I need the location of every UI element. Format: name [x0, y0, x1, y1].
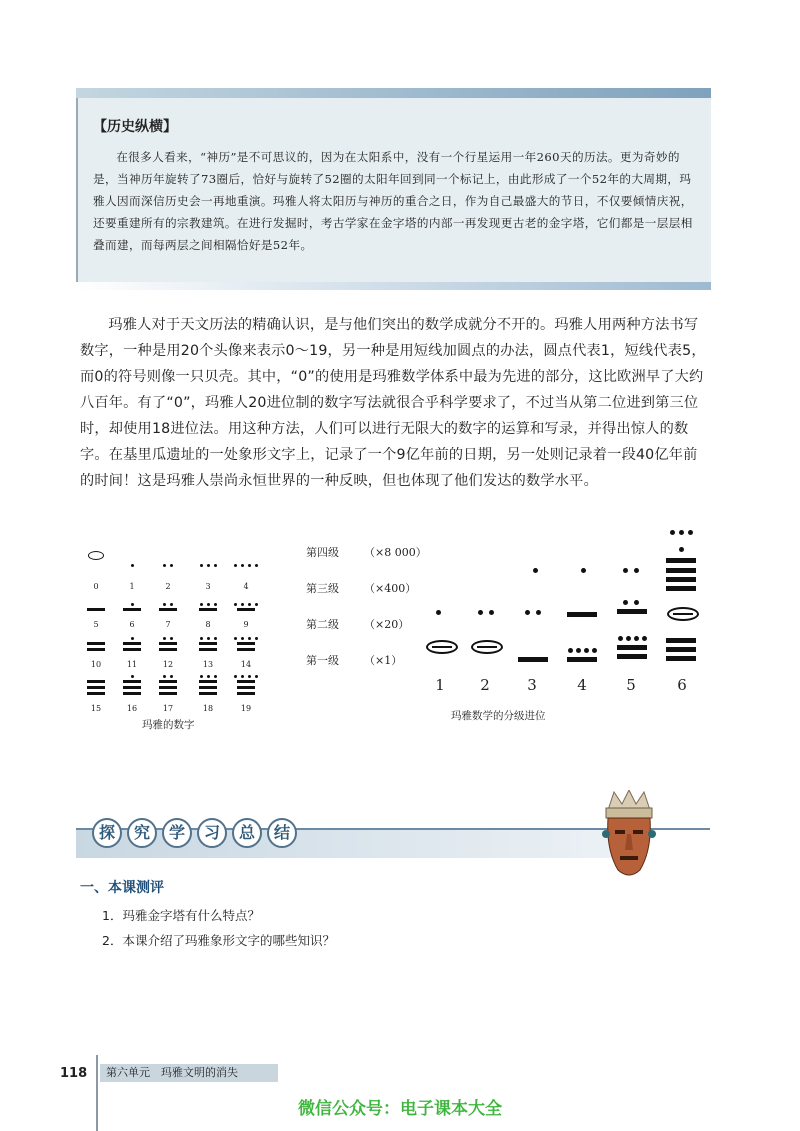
- mayan-numeral: [112, 666, 152, 718]
- mayan-numeral: [148, 666, 188, 718]
- column-label-6: 6: [677, 676, 687, 694]
- mayan-numeral: [76, 666, 116, 718]
- numeral-label: 9: [243, 620, 249, 629]
- banner-char: 探: [92, 818, 122, 848]
- numeral-glyph: [76, 544, 116, 582]
- numeral-glyph: [226, 582, 266, 620]
- level-mult-1: （×1）: [364, 654, 403, 667]
- numeral-glyph: [76, 666, 116, 704]
- numeral-glyph: [226, 666, 266, 704]
- numeral-glyph: [112, 582, 152, 620]
- sidebar-heading: 【历史纵横】: [93, 119, 177, 135]
- level-label-3: 第三级: [306, 582, 339, 595]
- numeral-glyph: [148, 544, 188, 582]
- numerals-caption: 玛雅的数字: [142, 719, 195, 731]
- numeral-label: 15: [90, 704, 102, 713]
- numeral-label: 0: [93, 582, 99, 591]
- sidebar-bottom-bar: [76, 282, 711, 290]
- numeral-glyph: [76, 622, 116, 660]
- numeral-glyph: [226, 544, 266, 582]
- watermark-text: 微信公众号：电子课本大全: [298, 1099, 502, 1119]
- numeral-glyph: [188, 582, 228, 620]
- banner-char: 学: [162, 818, 192, 848]
- numeral-glyph: [188, 666, 228, 704]
- level-label-1: 第一级: [306, 654, 339, 667]
- mayan-numeral: [226, 666, 266, 718]
- numeral-label: 8: [205, 620, 211, 629]
- numeral-glyph: [112, 666, 152, 704]
- mayan-numeral: [188, 666, 228, 718]
- numeral-label: 16: [126, 704, 138, 713]
- numeral-label: 7: [165, 620, 171, 629]
- numeral-glyph: [226, 622, 266, 660]
- numeral-glyph: [112, 622, 152, 660]
- section-title: 一、本课测评: [80, 880, 164, 896]
- numeral-label: 13: [202, 660, 214, 669]
- numeral-label: 11: [126, 660, 138, 669]
- footer-rule: [96, 1055, 98, 1131]
- question-item: 1．玛雅金字塔有什么特点？: [102, 908, 260, 923]
- level-label-2: 第二级: [306, 618, 339, 631]
- numeral-label: 6: [129, 620, 135, 629]
- numeral-label: 17: [162, 704, 174, 713]
- numeral-glyph: [148, 582, 188, 620]
- page-number: 118: [60, 1066, 88, 1081]
- mayan-mask-image: [598, 790, 660, 880]
- question-item: 2．本课介绍了玛雅象形文字的哪些知识？: [102, 933, 335, 948]
- main-paragraph: 玛雅人对于天文历法的精确认识，是与他们突出的数学成就分不开的。玛雅人用两种方法书写数字，一种是用20个头像来表示0～19，另一种是用短线加圆点的办法，圆点代表1，短线代表5，而0的符号则像一只贝壳。其中，“0”的使用是玛雅数学体系中最为先进的部分，这比欧洲早了大约八百年。有了“0”，玛雅人20进位制的数字写法就很合乎科学要求了，不过当从第二位进到第三位时，却使用18进位法。用这种方法，人们可以进行无限大的数字的运算和写录，并得出惊人的数字。在基里瓜遗址的一处象形文字上，记录了一个9亿年前的日期，另一处则记录着一段40亿年前的时间！这是玛雅人崇尚永恒世界的一种反映，但也体现了他们发达的数学水平。: [80, 317, 706, 489]
- numeral-label: 10: [90, 660, 102, 669]
- numeral-label: 18: [202, 704, 214, 713]
- column-label-1: 1: [435, 676, 445, 694]
- numeral-label: 2: [165, 582, 171, 591]
- levels-caption: 玛雅数学的分级进位: [451, 710, 546, 722]
- banner-char: 究: [127, 818, 157, 848]
- numeral-label: 19: [240, 704, 252, 713]
- banner-char: 总: [232, 818, 262, 848]
- level-mult-4: （×8 000）: [364, 546, 427, 559]
- numeral-label: 4: [243, 582, 249, 591]
- numeral-label: 3: [205, 582, 211, 591]
- column-label-3: 3: [527, 676, 537, 694]
- numeral-glyph: [188, 544, 228, 582]
- numeral-label: 5: [93, 620, 99, 629]
- unit-label: 第六单元 玛雅文明的消失: [100, 1064, 278, 1082]
- level-mult-2: （×20）: [364, 618, 410, 631]
- numeral-label: 1: [129, 582, 135, 591]
- column-label-4: 4: [577, 676, 587, 694]
- banner-char: 习: [197, 818, 227, 848]
- sidebar-body-text: 在很多人看来，“神历”是不可思议的，因为在太阳系中，没有一个行星运用一年260天的历法。更为奇妙的是，当神历年旋转了73圈后，恰好与旋转了52圈的太阳年回到同一个标记上，由此形成了一个52年的大周期，玛雅人因而深信历史会一再地重演。玛雅人将太阳历与神历的重合之日，作为自己最盛大的节日，不仅要倾情庆祝，还要重建所有的宗教建筑。在进行发掘时，考古学家在金字塔的内部一再发现更古老的金字塔，它们都是一层层相叠而建，而每两层之间相隔恰好是52年。: [93, 150, 693, 252]
- level-mult-3: （×400）: [364, 582, 417, 595]
- banner-char: 结: [267, 818, 297, 848]
- numeral-glyph: [148, 666, 188, 704]
- level-label-4: 第四级: [306, 546, 339, 559]
- numeral-glyph: [148, 622, 188, 660]
- numeral-label: 14: [240, 660, 252, 669]
- column-label-5: 5: [626, 676, 636, 694]
- numeral-glyph: [112, 544, 152, 582]
- numeral-label: 12: [162, 660, 174, 669]
- column-label-2: 2: [480, 676, 490, 694]
- numeral-glyph: [76, 582, 116, 620]
- numeral-glyph: [188, 622, 228, 660]
- sidebar-top-bar: [76, 88, 711, 98]
- summary-banner: [76, 830, 636, 858]
